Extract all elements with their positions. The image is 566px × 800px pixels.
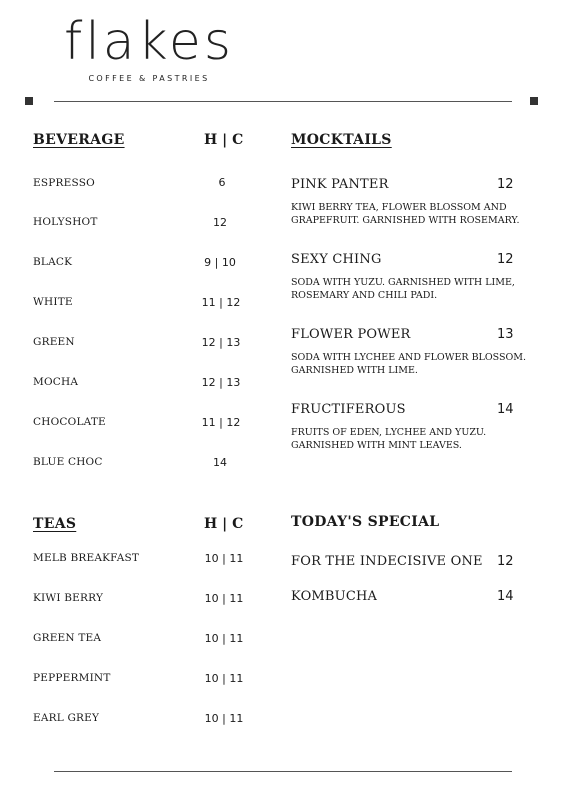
beverage-item-name: MOCHA: [33, 376, 79, 388]
mocktail-description-line: FRUITS OF EDEN, LYCHEE AND YUZU.: [291, 427, 487, 438]
beverage-item-name: BLACK: [33, 256, 73, 268]
beverage-item-name: HOLYSHOT: [33, 216, 98, 228]
beverage-item-price: 12: [213, 216, 227, 229]
beverage-item-name: WHITE: [33, 296, 73, 308]
brand-tagline: COFFEE & PASTRIES: [88, 74, 210, 83]
left-square-ornament: [25, 97, 33, 105]
tea-item-name: PEPPERMINT: [33, 672, 111, 684]
special-item-price: 14: [497, 589, 514, 604]
tea-item-name: GREEN TEA: [33, 632, 102, 644]
tea-item-price: 10 | 11: [204, 712, 244, 725]
beverage-item-price: 12 | 13: [201, 376, 241, 389]
mocktail-price: 14: [497, 402, 514, 417]
special-item-name: FOR THE INDECISIVE ONE: [291, 554, 483, 569]
mocktail-name: FLOWER POWER: [291, 327, 411, 342]
mocktail-name: FRUCTIFEROUS: [291, 402, 406, 417]
right-square-ornament: [530, 97, 538, 105]
teas-hc-label: H | C: [204, 516, 244, 532]
beverage-item-price: 11 | 12: [201, 296, 241, 309]
beverage-heading: BEVERAGE: [33, 132, 125, 148]
beverage-item-name: ESPRESSO: [33, 177, 95, 189]
special-heading: TODAY'S SPECIAL: [291, 514, 440, 530]
mocktail-description: [291, 351, 541, 377]
tea-item-price: 10 | 11: [204, 592, 244, 605]
special-item-name: KOMBUCHA: [291, 589, 378, 604]
mocktail-name: SEXY CHING: [291, 252, 382, 267]
mocktail-description: [291, 426, 541, 452]
beverage-item-name: BLUE CHOC: [33, 456, 103, 468]
tea-item-name: KIWI BERRY: [33, 592, 104, 604]
tea-item-price: 10 | 11: [204, 632, 244, 645]
beverage-item-name: CHOCOLATE: [33, 416, 106, 428]
top-divider: [54, 101, 512, 102]
mocktail-price: 12: [497, 177, 514, 192]
mocktail-description-line: GARNISHED WITH MINT LEAVES.: [291, 440, 462, 451]
special-item-price: 12: [497, 554, 514, 569]
mocktail-price: 12: [497, 252, 514, 267]
bottom-divider: [54, 771, 512, 772]
tea-item-name: EARL GREY: [33, 712, 100, 724]
beverage-item-name: GREEN: [33, 336, 75, 348]
mocktail-description-line: SODA WITH LYCHEE AND FLOWER BLOSSOM.: [291, 352, 527, 363]
mocktail-name: PINK PANTER: [291, 177, 389, 192]
brand-name: flakes: [64, 12, 234, 72]
mocktail-description-line: ROSEMARY AND CHILI PADI.: [291, 290, 438, 301]
mocktail-description: [291, 276, 541, 302]
tea-item-price: 10 | 11: [204, 552, 244, 565]
mocktail-price: 13: [497, 327, 514, 342]
beverage-item-price: 9 | 10: [204, 256, 236, 269]
mocktail-description-line: KIWI BERRY TEA, FLOWER BLOSSOM AND: [291, 202, 507, 213]
mocktail-description-line: SODA WITH YUZU. GARNISHED WITH LIME,: [291, 277, 515, 288]
brand-logo: [54, 12, 244, 83]
teas-heading: TEAS: [33, 516, 77, 532]
mocktail-description: [291, 201, 541, 227]
beverage-item-price: 14: [213, 456, 227, 469]
beverage-item-price: 12 | 13: [201, 336, 241, 349]
beverage-item-price: 6: [218, 176, 226, 189]
beverage-item-price: 11 | 12: [201, 416, 241, 429]
tea-item-name: MELB BREAKFAST: [33, 552, 140, 564]
tea-item-price: 10 | 11: [204, 672, 244, 685]
beverage-hc-label: H | C: [204, 132, 244, 148]
mocktail-description-line: GARNISHED WITH LIME.: [291, 365, 418, 376]
mocktails-heading: MOCKTAILS: [291, 132, 392, 148]
mocktail-description-line: GRAPEFRUIT. GARNISHED WITH ROSEMARY.: [291, 215, 520, 226]
